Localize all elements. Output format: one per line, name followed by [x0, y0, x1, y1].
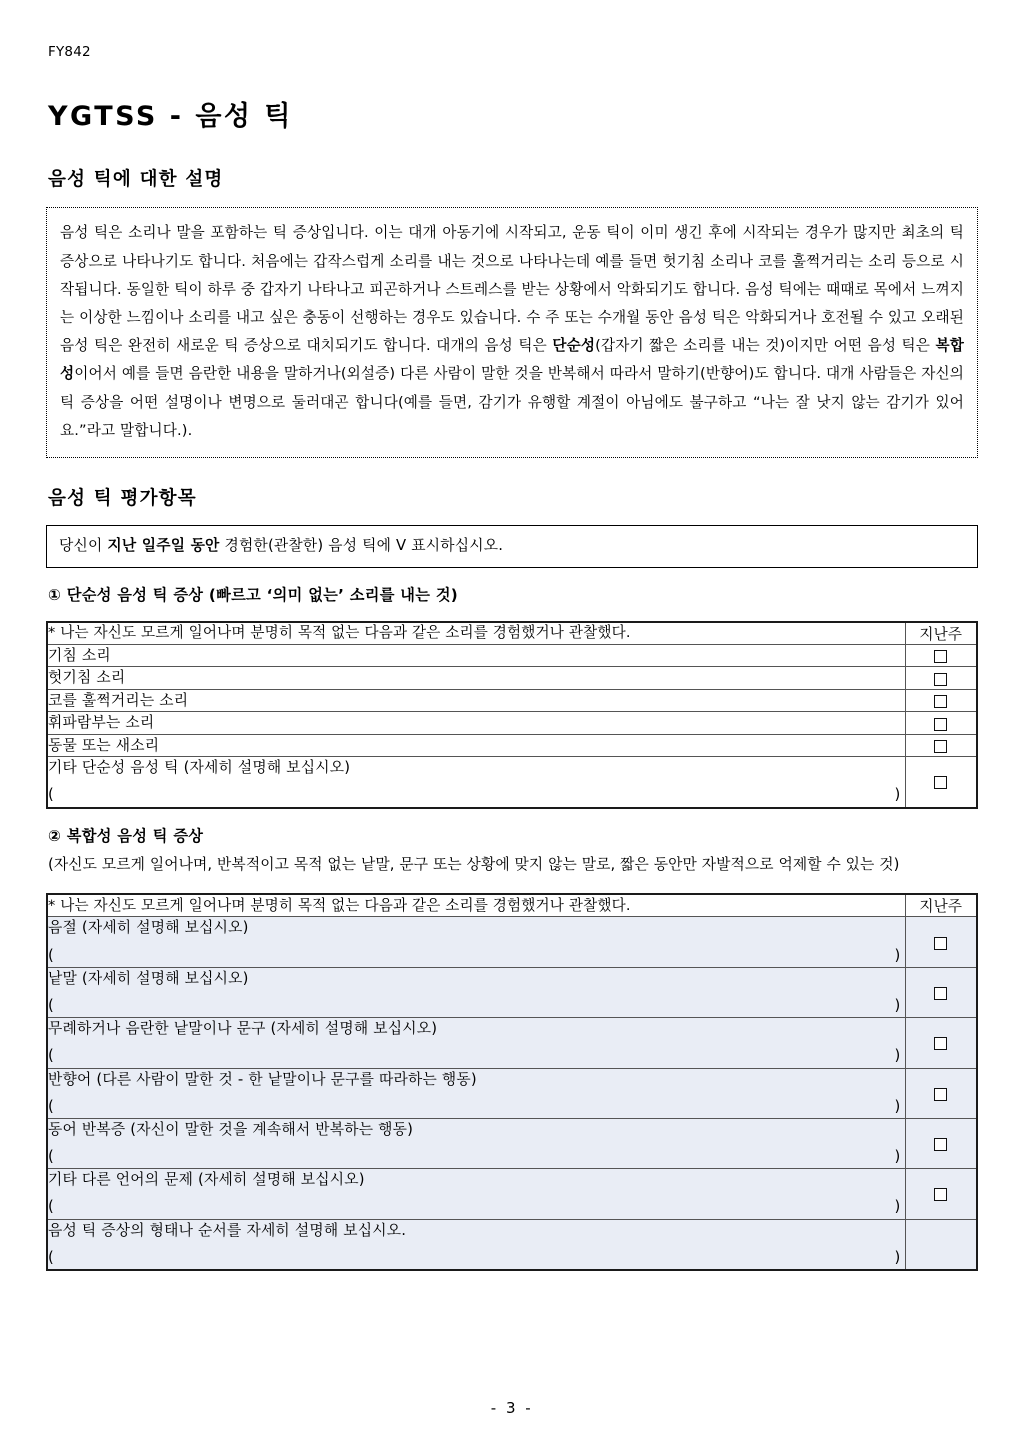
- fill-in-field[interactable]: [48, 1146, 905, 1168]
- complex-tic-header-lastweek: 지난주: [905, 894, 977, 917]
- body-text: 음성 틱은 소리나 말을 포함하는 틱 증상입니다. 이는 대개 아동기에 시작되고, 운동 틱이 이미 생긴 후에 시작되는 경우가 많지만 최초의 틱 증상으로 나타나기도 합니다. 처음에는 갑작스럽게 소리를 내는 것으로 나타나는데 예를 들면 헛기침 소리나 코를 훌쩍거리는 소리 등으로 시작됩니다. 동일한 틱이 하루 중 갑자기 나타나고 피곤하거나 스트레스를 받는 상황에서 악화되기도 합니다. 음성 틱에는 때때로 목에서 느껴지는 이상한 느낌이나 소리를 내고 싶은 충동이 선행하는 경우도 있습니다. 수 주 또는 수개월 동안 음성 틱은 악화되거나 호전될 수 있고 오래된 음성 틱은 완전히 새로운 틱 증상으로 대치되기도 합니다. 대개의 음성 틱은: [60, 224, 964, 355]
- checkbox-lastweek[interactable]: [934, 1088, 947, 1101]
- body-text: 당신이: [59, 537, 108, 554]
- paren-open: (: [48, 996, 54, 1014]
- item-text: 반향어 (다른 사람이 말한 것 - 한 낱말이나 문구를 따라하는 행동): [48, 1070, 477, 1088]
- checkbox-lastweek[interactable]: [934, 650, 947, 663]
- paren-open: (: [48, 946, 54, 964]
- paren-open: (: [48, 1148, 54, 1166]
- checkbox-lastweek[interactable]: [934, 718, 947, 731]
- complex-tic-checkbox-cell[interactable]: [905, 1068, 977, 1118]
- emphasis-text: 복합성: [60, 337, 965, 383]
- checkbox-lastweek[interactable]: [934, 987, 947, 1000]
- table-row: [47, 712, 977, 734]
- table-row: [47, 1219, 977, 1270]
- complex-tic-item-label: [47, 1118, 905, 1168]
- simple-tic-item-label: 코를 훌쩍거리는 소리: [47, 689, 905, 711]
- paren-close: ): [894, 1097, 901, 1115]
- page-title: YGTSS - 음성 틱: [48, 100, 293, 132]
- item-text: 기타 다른 언어의 문제 (자세히 설명해 보십시오): [48, 1171, 365, 1189]
- fill-in-field[interactable]: [48, 784, 905, 806]
- paren-close: ): [894, 946, 901, 964]
- evaluation-section-heading: 음성 틱 평가항목: [48, 488, 197, 509]
- item-text: 음성 틱 증상의 형태나 순서를 자세히 설명해 보십시오.: [48, 1221, 407, 1239]
- complex-tic-table: [46, 893, 978, 1271]
- complex-tic-item-label: [47, 917, 905, 967]
- description-section-heading: 음성 틱에 대한 설명: [48, 169, 224, 191]
- instruction-box: [46, 525, 978, 568]
- complex-tic-checkbox-cell[interactable]: [905, 1169, 977, 1219]
- simple-tic-item-label: [47, 757, 905, 808]
- complex-tic-checkbox-cell[interactable]: [905, 1018, 977, 1068]
- page-number: - 3 -: [490, 1399, 534, 1417]
- simple-tic-item-label: 동물 또는 새소리: [47, 734, 905, 756]
- fill-in-field[interactable]: [48, 1045, 905, 1067]
- complex-tic-item-label: [47, 1169, 905, 1219]
- checkbox-lastweek[interactable]: [934, 1188, 947, 1201]
- table-row: [47, 689, 977, 711]
- simple-tic-checkbox-cell[interactable]: [905, 644, 977, 666]
- checkbox-lastweek[interactable]: [934, 1138, 947, 1151]
- complex-tic-checkbox-cell[interactable]: [905, 917, 977, 967]
- table-row: [47, 1118, 977, 1168]
- table-row: [47, 644, 977, 666]
- checkbox-lastweek[interactable]: [934, 776, 947, 789]
- complex-tic-item-label: [47, 967, 905, 1017]
- table-row: [47, 1018, 977, 1068]
- simple-tic-checkbox-cell[interactable]: [905, 757, 977, 808]
- paren-close: ): [894, 1047, 901, 1065]
- table-row: [47, 757, 977, 808]
- simple-tic-checkbox-cell[interactable]: [905, 712, 977, 734]
- item-text: 동어 반복증 (자신이 말한 것을 계속해서 반복하는 행동): [48, 1120, 414, 1138]
- simple-tic-item-label: 기침 소리: [47, 644, 905, 666]
- fill-in-field[interactable]: [48, 995, 905, 1017]
- description-box: [46, 207, 978, 458]
- simple-tic-header-row: [47, 622, 977, 645]
- emphasis-text: 지난 일주일 동안: [107, 537, 220, 554]
- paren-open: (: [48, 1198, 54, 1216]
- paren-open: (: [48, 1248, 54, 1266]
- table-row: [47, 917, 977, 967]
- document-code: FY842: [48, 44, 91, 60]
- simple-tic-header-prompt: * 나는 자신도 모르게 일어나며 분명히 목적 없는 다음과 같은 소리를 경험했거나 관찰했다.: [47, 622, 905, 645]
- item-text: 무례하거나 음란한 낱말이나 문구 (자세히 설명해 보십시오): [48, 1020, 438, 1038]
- paren-close: ): [894, 1248, 901, 1266]
- instruction-text: [59, 535, 965, 557]
- checkbox-lastweek[interactable]: [934, 695, 947, 708]
- table-row: [47, 667, 977, 689]
- simple-tic-checkbox-cell[interactable]: [905, 689, 977, 711]
- simple-tic-heading: ① 단순성 음성 틱 증상 (빠르고 ‘의미 없는’ 소리를 내는 것): [48, 586, 459, 605]
- paren-close: ): [894, 1198, 901, 1216]
- complex-tic-header-prompt: * 나는 자신도 모르게 일어나며 분명히 목적 없는 다음과 같은 소리를 경험했거나 관찰했다.: [47, 894, 905, 917]
- complex-tic-item-label: [47, 1068, 905, 1118]
- simple-tic-checkbox-cell[interactable]: [905, 734, 977, 756]
- fill-in-field[interactable]: [48, 945, 905, 967]
- body-text: (갑자기 짧은 소리를 내는 것)이지만 어떤 음성 틱은: [595, 337, 936, 355]
- complex-tic-checkbox-cell[interactable]: [905, 1118, 977, 1168]
- simple-tic-header-lastweek: 지난주: [905, 622, 977, 645]
- paren-open: (: [48, 786, 54, 804]
- table-row: [47, 734, 977, 756]
- complex-tic-item-label: [47, 1219, 905, 1270]
- fill-in-field[interactable]: [48, 1247, 905, 1269]
- body-text: 이어서 예를 들면 음란한 내용을 말하거나(외설증) 다른 사람이 말한 것을 반복해서 따라서 말하기(반향어)도 합니다. 대개 사람들은 자신의 틱 증상을 어떤 설명이나 변명으로 둘러대곤 합니다(예를 들면, 감기가 유행할 계절이 아님에도 불구하고 “나는 잘 낫지 않는 감기가 있어요.”라고 말합니다.).: [60, 365, 964, 439]
- paren-open: (: [48, 1047, 54, 1065]
- simple-tic-checkbox-cell[interactable]: [905, 667, 977, 689]
- checkbox-lastweek[interactable]: [934, 1037, 947, 1050]
- description-paragraph: [60, 219, 964, 445]
- checkbox-lastweek[interactable]: [934, 673, 947, 686]
- complex-tic-checkbox-cell[interactable]: [905, 967, 977, 1017]
- fill-in-field[interactable]: [48, 1096, 905, 1118]
- complex-tic-header-row: [47, 894, 977, 917]
- item-text: 음절 (자세히 설명해 보십시오): [48, 919, 249, 937]
- paren-close: ): [894, 996, 901, 1014]
- complex-tic-item-label: [47, 1018, 905, 1068]
- checkbox-lastweek[interactable]: [934, 740, 947, 753]
- table-row: [47, 1169, 977, 1219]
- simple-tic-item-label: 휘파람부는 소리: [47, 712, 905, 734]
- complex-tic-heading: ② 복합성 음성 틱 증상: [48, 826, 204, 845]
- paren-open: (: [48, 1097, 54, 1115]
- complex-tic-checkbox-cell: [905, 1219, 977, 1270]
- checkbox-lastweek[interactable]: [934, 937, 947, 950]
- item-text: 기타 단순성 음성 틱 (자세히 설명해 보십시오): [48, 759, 351, 777]
- body-text: 경험한(관찰한) 음성 틱에 V 표시하십시오.: [219, 537, 504, 554]
- complex-tic-note: (자신도 모르게 일어나며, 반복적이고 목적 없는 낱말, 문구 또는 상황에 맞지 않는 말로, 짧은 동안만 자발적으로 억제할 수 있는 것): [48, 856, 900, 874]
- table-row: [47, 967, 977, 1017]
- paren-close: ): [894, 1148, 901, 1166]
- fill-in-field[interactable]: [48, 1196, 905, 1218]
- simple-tic-item-label: 헛기침 소리: [47, 667, 905, 689]
- paren-close: ): [894, 786, 901, 804]
- item-text: 낱말 (자세히 설명해 보십시오): [48, 969, 249, 987]
- emphasis-text: 단순성: [552, 337, 596, 355]
- simple-tic-table: [46, 621, 978, 809]
- table-row: [47, 1068, 977, 1118]
